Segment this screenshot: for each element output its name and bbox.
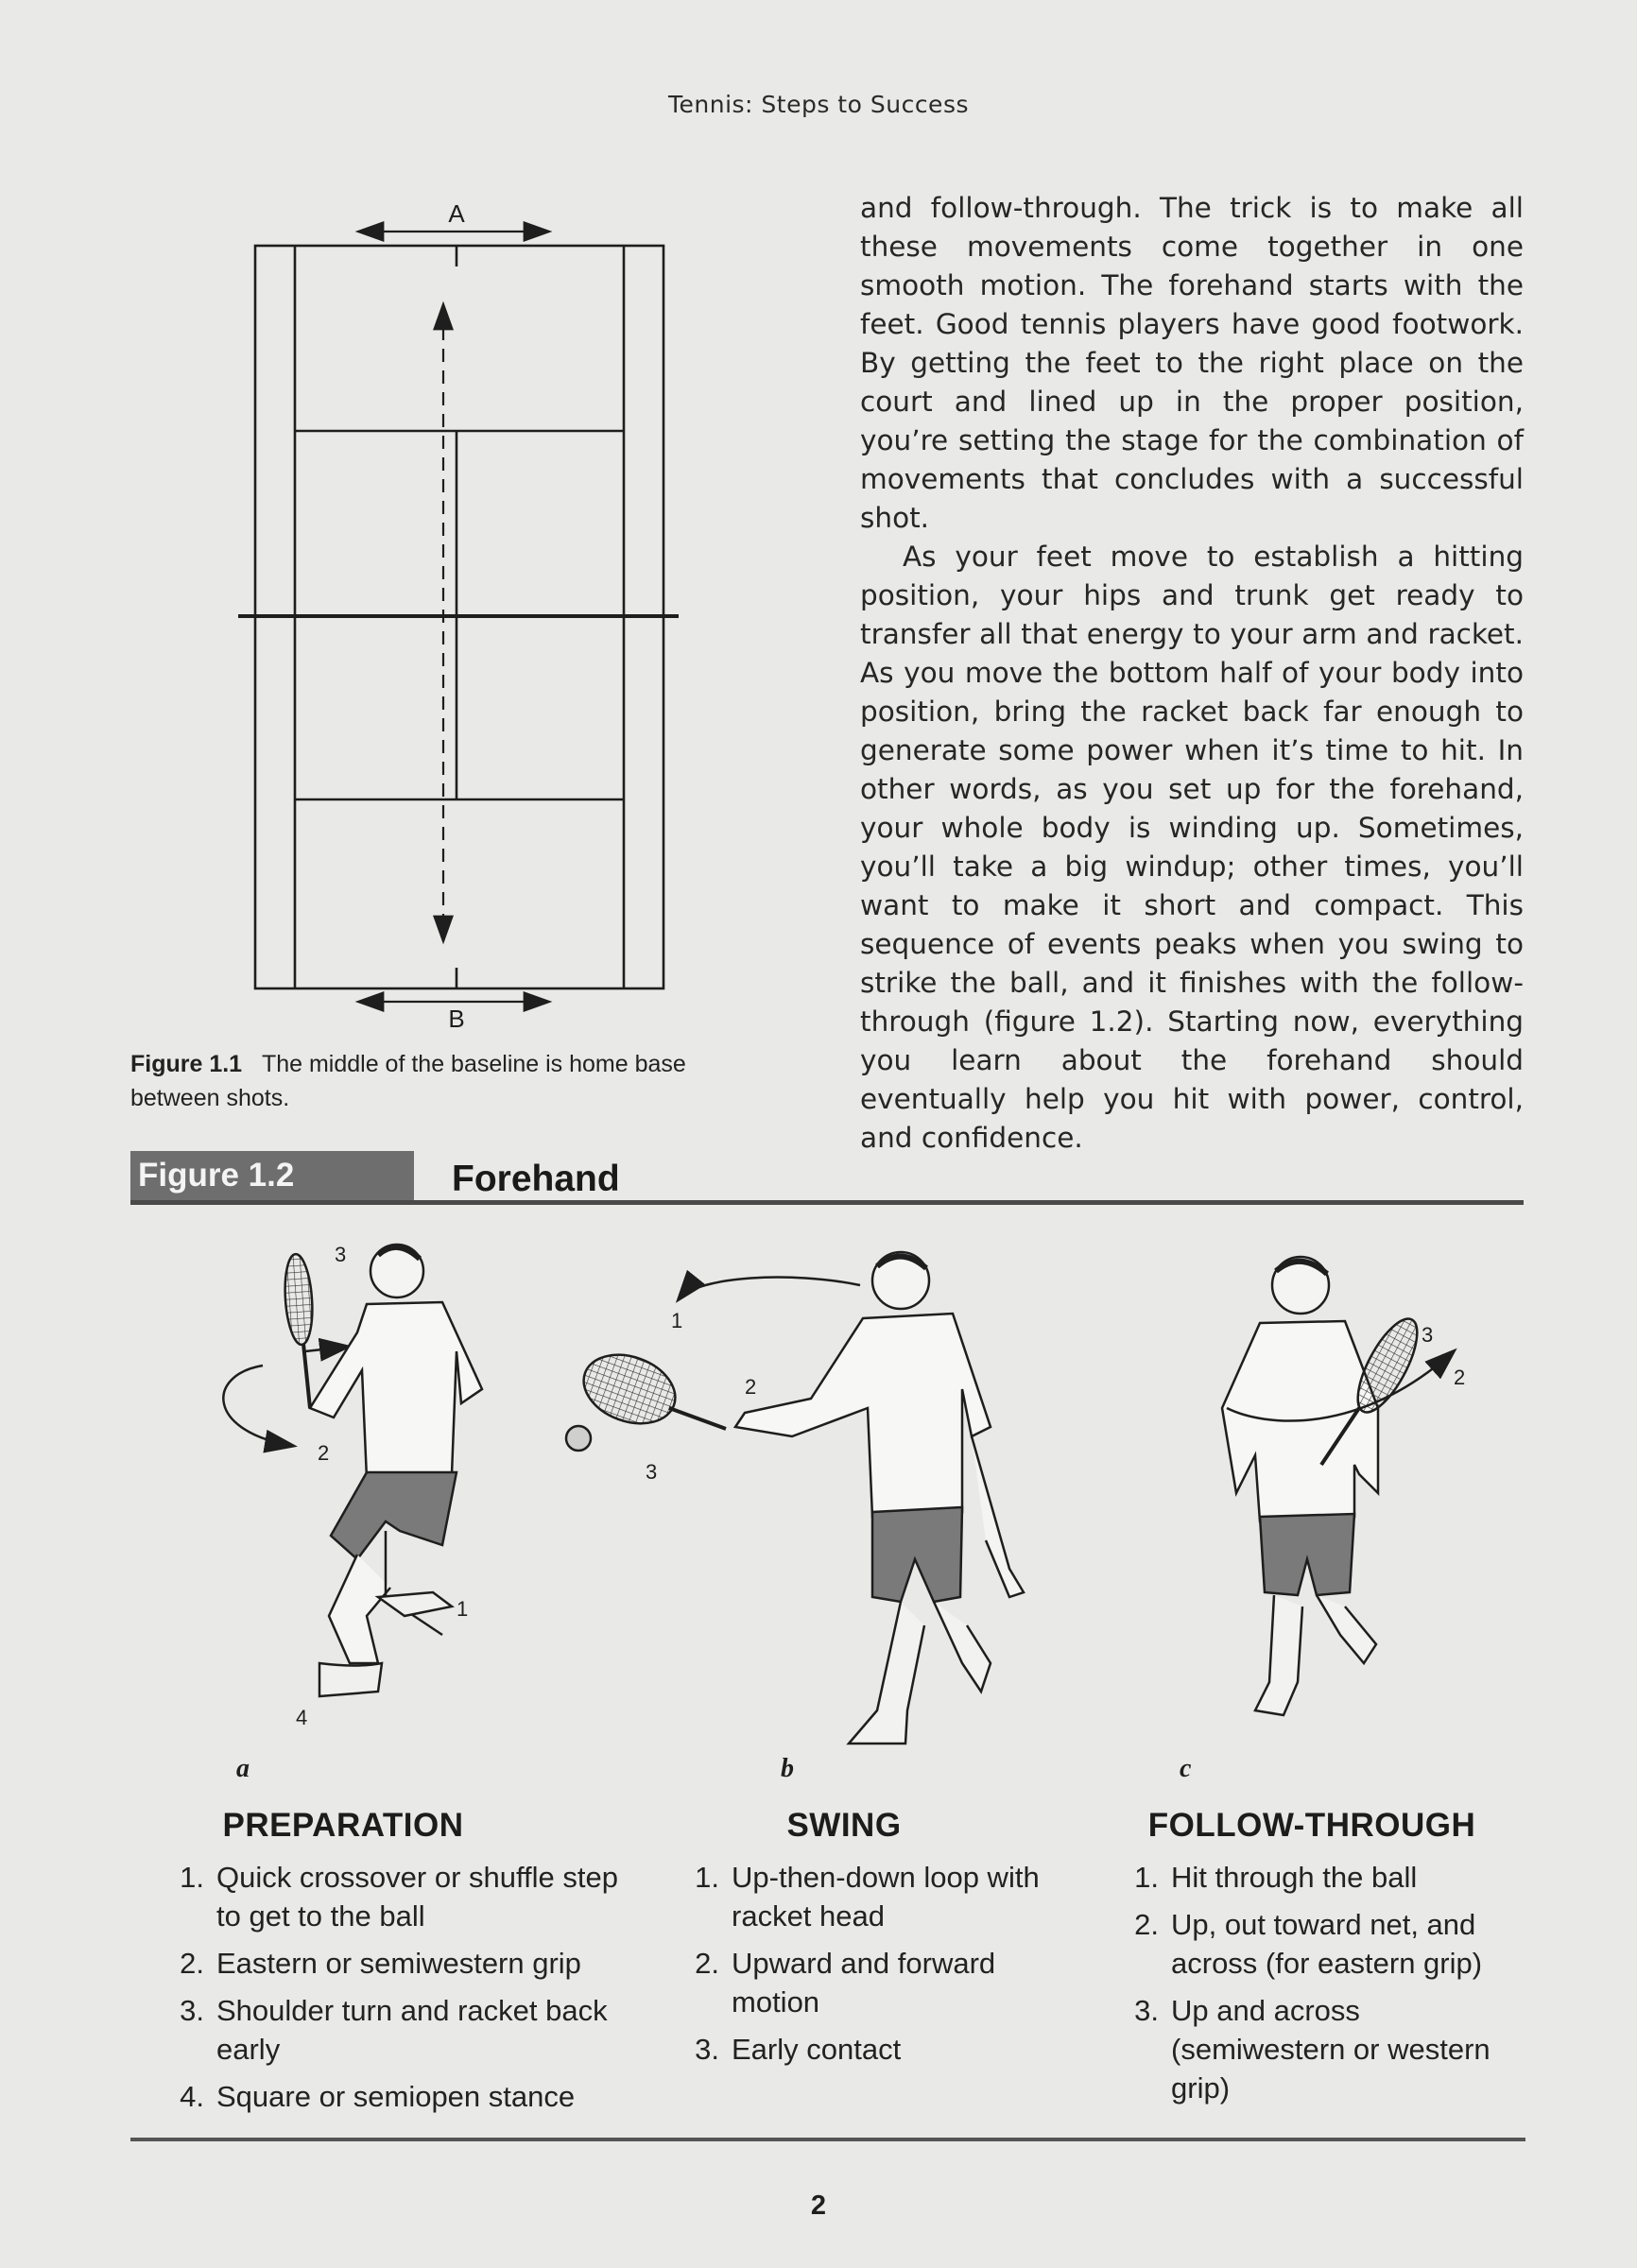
list-item: 4. Square or semiopen stance xyxy=(180,2080,576,2113)
swing-steps xyxy=(683,1858,1061,2069)
preparation-steps xyxy=(168,1858,650,2116)
preparation-column xyxy=(168,1807,650,2124)
list-item: 2. Upward and forward motion xyxy=(695,1947,996,2019)
callout-a-4: 4 xyxy=(296,1706,308,1729)
forehand-illustrations xyxy=(130,1219,1525,1796)
list-item: 1. Hit through the ball xyxy=(1134,1861,1418,1894)
figure-1-2-title: Forehand xyxy=(452,1159,620,1199)
callout-a-3: 3 xyxy=(335,1243,347,1266)
swing-heading: SWING xyxy=(786,1807,902,1844)
player-swing xyxy=(566,1252,1024,1744)
callout-a-1: 1 xyxy=(457,1597,469,1621)
panel-letter-a: a xyxy=(236,1754,250,1783)
callout-c-3: 3 xyxy=(1422,1323,1434,1347)
caption-text: The middle of the baseline is home base between shots. xyxy=(130,1051,686,1111)
list-item: 1. Up-then-down loop with racket head xyxy=(695,1861,1040,1933)
player-follow-through xyxy=(1222,1257,1454,1715)
figure-bottom-rule xyxy=(130,2138,1525,2141)
figure-header-rule-left xyxy=(130,1200,414,1205)
paragraph-1: and follow-through. The trick is to make all these movements come together in one smooth motion. The forehand starts with the feet. Good tennis players have good footwork. By getting the feet to the right place on the court and lined up in the proper position, you’re setting the stage for the combination of movements that concludes with a successful shot. xyxy=(860,192,1524,534)
body-text xyxy=(860,189,1524,1158)
figure-1-1-caption xyxy=(130,1047,754,1115)
panel-letter-b: b xyxy=(781,1754,794,1783)
list-item: 2. Eastern or semiwestern grip xyxy=(180,1947,581,1980)
tennis-ball-icon xyxy=(566,1426,591,1451)
racket-head-icon xyxy=(574,1343,684,1435)
figure-1-2-tag: Figure 1.2 xyxy=(130,1151,414,1200)
list-item: 2. Up, out toward net, and across (for eastern grip) xyxy=(1134,1908,1483,1980)
follow-through-column xyxy=(1123,1807,1529,2116)
paragraph-2: As your feet move to establish a hitting position, your hips and trunk get ready to transfer all that energy to your arm and racket. As you move the bottom half of your body into position, bring the racket back far enough to generate some power when it’s time to hit. In other words, as you set up for the forehand, your whole body is winding up. Sometimes, you’ll take a big windup; other times, you’ll want to make it short and compact. This sequence of events peaks when you swing to strike the ball, and it finishes with the follow-through (figure 1.2). Starting now, everything you learn about the forehand should eventually help you hit with power, control, and confidence. xyxy=(860,541,1524,1154)
list-item: 3. Shoulder turn and racket back early xyxy=(180,1994,608,2066)
callout-b-3: 3 xyxy=(646,1460,658,1484)
list-item: 1. Quick crossover or shuffle step to get to the ball xyxy=(180,1861,618,1933)
list-item: 3. Up and across (semiwestern or western grip) xyxy=(1134,1994,1491,2105)
swing-column xyxy=(683,1807,1061,2077)
callout-a-2: 2 xyxy=(318,1441,330,1465)
preparation-heading: PREPARATION xyxy=(222,1807,464,1844)
callout-b-1: 1 xyxy=(671,1309,683,1332)
page-number: 2 xyxy=(810,2191,827,2221)
follow-through-steps xyxy=(1123,1858,1529,2107)
figure-header-rule xyxy=(414,1200,1524,1205)
panel-letter-c: c xyxy=(1180,1754,1192,1783)
caption-label: Figure 1.1 xyxy=(130,1051,243,1077)
callout-b-2: 2 xyxy=(745,1375,757,1399)
player-preparation xyxy=(223,1245,482,1696)
list-item: 3. Early contact xyxy=(695,2033,902,2066)
racket-head-icon xyxy=(283,1253,316,1346)
label-b: B xyxy=(448,1005,465,1030)
running-head: Tennis: Steps to Success xyxy=(667,91,969,118)
follow-through-heading: FOLLOW-THROUGH xyxy=(1147,1807,1476,1844)
court-diagram xyxy=(227,194,690,1030)
callout-c-2: 2 xyxy=(1454,1366,1466,1389)
label-a: A xyxy=(448,199,465,228)
